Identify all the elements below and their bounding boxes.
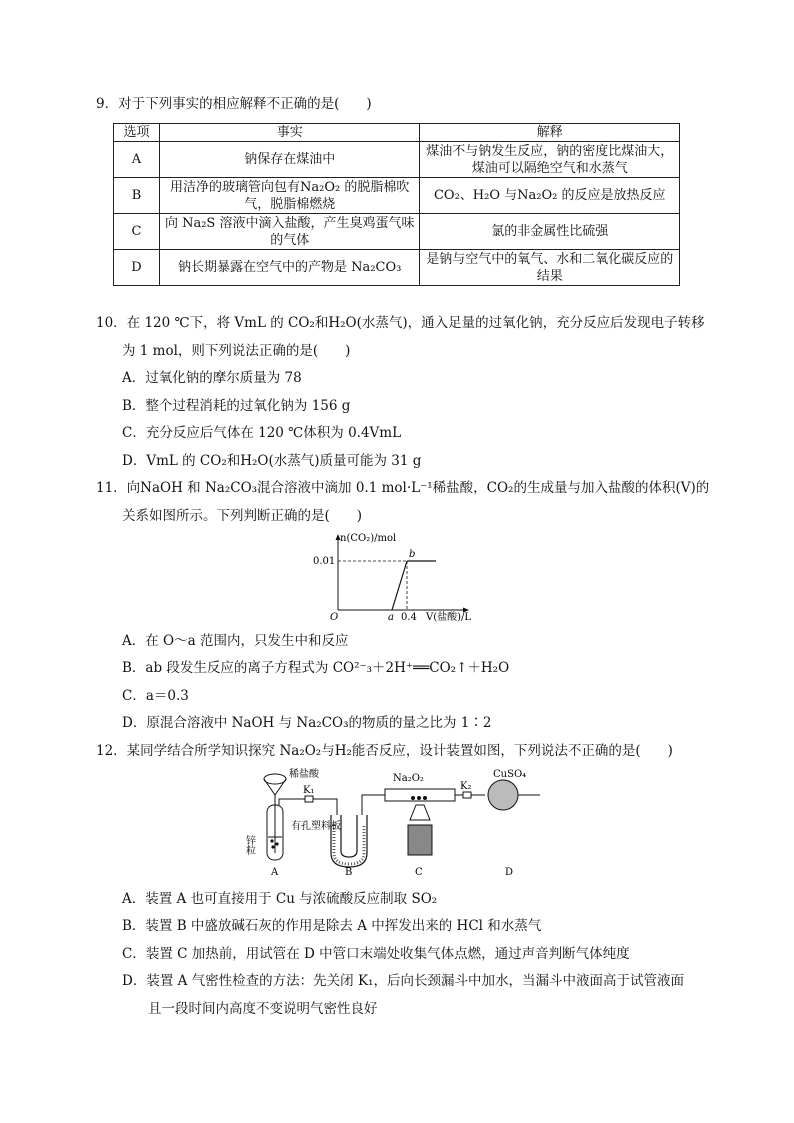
q9-table (113, 123, 680, 286)
funnel-top (264, 774, 286, 784)
row-option: D (114, 250, 160, 286)
point-b-label: b (409, 549, 416, 560)
q11-line2: 关系如图所示。下列判断正确的是( ) (122, 508, 363, 524)
row-option: A (114, 142, 160, 178)
table-row (114, 214, 680, 250)
q10-option-d: D．VmL 的 CO₂和H₂O(水蒸气)质量可能为 31 g (122, 453, 422, 469)
alcohol-lamp (408, 825, 432, 855)
q12-option-c: C．装置 C 加热前，用试管在 D 中管口末端处收集气体点燃，通过声音判断气体纯度 (122, 946, 630, 962)
row-fact: 向 Na₂S 溶液中滴入盐酸，产生臭鸡蛋气味的气体 (159, 214, 420, 250)
q12-option-d-continued: 且一段时间内高度不变说明气密性良好 (148, 1001, 378, 1017)
q12-option-b: B．装置 B 中盛放碱石灰的作用是除去 A 中挥发出来的 HCl 和水蒸气 (122, 918, 542, 934)
row-fact: 用洁净的玻璃管向包有Na₂O₂ 的脱脂棉吹气，脱脂棉燃烧 (159, 178, 420, 214)
rising-segment (392, 561, 407, 610)
q12-option-a: A．装置 A 也可直接用于 Cu 与浓硫酸反应制取 SO₂ (122, 891, 438, 907)
header-explain: 解释 (420, 124, 680, 142)
label-d: D (505, 867, 514, 878)
na2o2-label: Na₂O₂ (393, 773, 424, 784)
connector-tube (362, 795, 385, 815)
valve-k1 (305, 796, 313, 802)
u-tube-inner (341, 815, 357, 857)
zinc-granule (270, 839, 273, 842)
na2o2-particle (423, 796, 427, 800)
label-c: C (415, 867, 423, 878)
row-fact: 钠保存在煤油中 (159, 142, 420, 178)
plate-label: 有孔塑料板 (291, 821, 341, 832)
point-a-label: a (388, 612, 394, 623)
row-explain: 是钠与空气中的氧气、水和二氧化碳反应的结果 (420, 250, 680, 286)
q11-option-d: D．原混合溶液中 NaOH 与 Na₂CO₃的物质的量之比为 1∶2 (122, 715, 492, 731)
y-tick-label: 0.01 (313, 556, 336, 567)
q10-option-a: A．过氧化钠的摩尔质量为 78 (122, 370, 302, 386)
q10-option-b: B．整个过程消耗的过氧化钠为 156 g (122, 398, 351, 414)
zinc-granule (275, 842, 278, 845)
cuso4-bulb (488, 780, 518, 810)
cuso4-label: CuSO₄ (493, 769, 527, 780)
row-explain: 煤油不与钠发生反应，钠的密度比煤油大，煤油可以隔绝空气和水蒸气 (420, 142, 680, 178)
na2o2-particle (411, 796, 415, 800)
zinc-granule (271, 845, 274, 848)
q11-option-c: C．a＝0.3 (122, 688, 189, 704)
table-row (114, 142, 680, 178)
q11-option-b: B．ab 段发生反应的离子方程式为 CO²⁻₃＋2H⁺══CO₂↑＋H₂O (122, 660, 510, 676)
table-row (114, 250, 680, 286)
x-axis-label: V(盐酸)/L (426, 612, 472, 623)
valve-k2 (463, 792, 471, 798)
zinc-label: 锌粒 (243, 835, 255, 855)
header-option: 选项 (114, 124, 160, 142)
y-axis-label: n(CO₂)/mol (340, 533, 397, 544)
q10-line1: 10．在 120 ℃下，将 VmL 的 CO₂和H₂O(水蒸气)，通入足量的过氧化钠，充分反应后发现电子转移 (96, 315, 705, 331)
q11-line1: 11．向NaOH 和 Na₂CO₃混合溶液中滴加 0.1 mol·L⁻¹稀盐酸，CO₂的生成量与加入盐酸的体积(V)的 (96, 480, 710, 496)
burner-flame (410, 805, 430, 820)
table-row (114, 178, 680, 214)
k1-label: K₁ (303, 785, 315, 796)
row-option: C (114, 214, 160, 250)
q12-apparatus (245, 765, 555, 880)
header-fact: 事实 (159, 124, 420, 142)
q12-stem: 12．某同学结合所学知识探究 Na₂O₂与H₂能否反应，设计装置如图，下列说法不正确的是( ) (96, 743, 673, 759)
row-option: B (114, 178, 160, 214)
na2o2-particle (417, 796, 421, 800)
funnel-cone (264, 779, 286, 795)
row-explain: CO₂、H₂O 与Na₂O₂ 的反应是放热反应 (420, 178, 680, 214)
table-header-row (114, 124, 680, 142)
q10-option-c: C．充分反应后气体在 120 ℃体积为 0.4VmL (122, 425, 402, 441)
x-tick-label: 0.4 (401, 612, 417, 623)
q10-line2: 为 1 mol，则下列说法正确的是( ) (122, 343, 351, 359)
q11-graph (313, 530, 500, 625)
q12-option-d: D．装置 A 气密性检查的方法：先关闭 K₁，后向长颈漏斗中加水，当漏斗中液面高于试管液面 (122, 973, 684, 989)
label-a: A (271, 867, 279, 878)
origin-label: O (330, 612, 339, 623)
dilute-hcl-label: 稀盐酸 (289, 769, 319, 780)
row-fact: 钠长期暴露在空气中的产物是 Na₂CO₃ (159, 250, 420, 286)
k2-label: K₂ (460, 781, 472, 792)
q11-option-a: A．在 O～a 范围内，只发生中和反应 (122, 633, 349, 649)
label-b: B (345, 867, 353, 878)
q9-stem: 9．对于下列事实的相应解释不正确的是( ) (96, 96, 372, 112)
row-explain: 氯的非金属性比硫强 (420, 214, 680, 250)
